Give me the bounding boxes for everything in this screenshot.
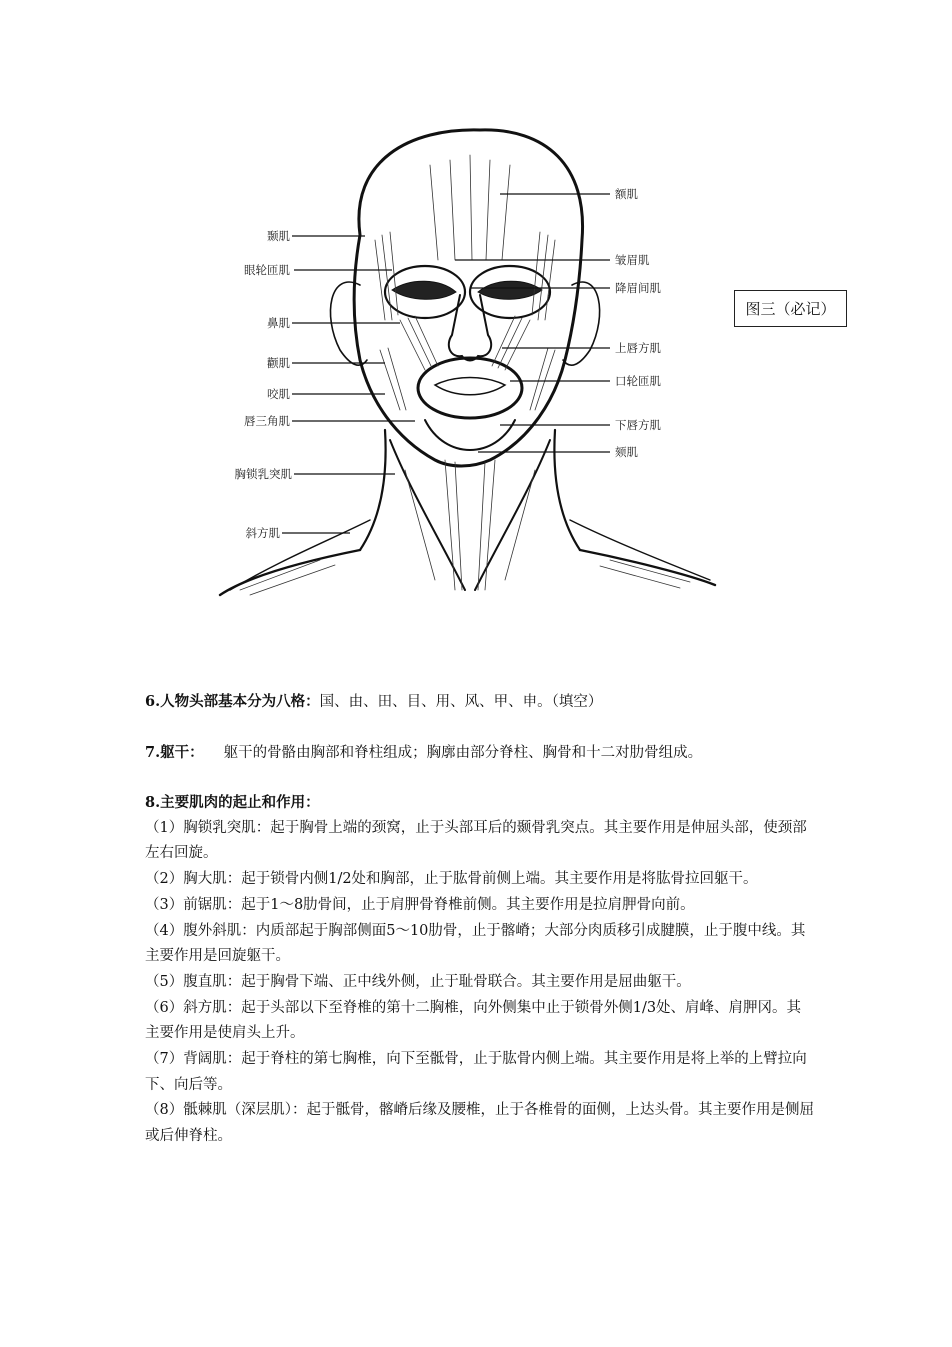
sternocleidomastoid-left <box>390 440 465 590</box>
trapezius-right <box>570 520 710 580</box>
label-temporalis: 颞肌 <box>267 229 290 243</box>
section-6 <box>145 689 815 715</box>
right-ear <box>563 282 600 365</box>
muscle-item: （7）背阔肌：起于脊柱的第七胸椎，向下至骶骨，止于肱骨内侧上端。其主要作用是将上举的上臂拉向下、向后等。 <box>145 1051 807 1093</box>
shoulder-left <box>220 550 360 595</box>
figure-caption: 图三（必记） <box>734 290 847 327</box>
label-orbicularis-oris: 口轮匝肌 <box>615 374 661 388</box>
muscle-item: （4）腹外斜肌：内质部起于胸部侧面5～10肋骨，止于髂嵴；大部分肉质移引成腱膜，止于腹中线。其主要作用是回旋躯干。 <box>145 922 806 965</box>
muscle-item: （1）胸锁乳突肌：起于胸骨上端的颈窝，止于头部耳后的颞骨乳突点。其主要作用是伸屈头部，使颈部左右回旋。 <box>145 819 807 862</box>
left-ear <box>330 282 367 365</box>
neck-left <box>360 430 386 550</box>
label-trapezius: 斜方肌 <box>245 526 280 540</box>
section-6-heading: 6.人物头部基本分为八格： <box>145 693 320 710</box>
section-7-heading: 7.躯干： <box>145 744 204 761</box>
muscle-item: （3）前锯肌：起于1～8肋骨间，止于肩胛骨脊椎前侧。其主要作用是拉肩胛骨向前。 <box>145 896 695 913</box>
label-depressor-anguli: 唇三角肌 <box>244 414 290 428</box>
label-masseter: 咬肌 <box>267 387 290 401</box>
label-zygomaticus: 颧肌 <box>267 356 290 370</box>
lips <box>435 378 505 395</box>
label-frontalis: 额肌 <box>615 187 638 201</box>
muscle-item: （5）腹直肌：起于胸骨下端、正中线外侧，止于耻骨联合。其主要作用是屈曲躯干。 <box>145 973 691 990</box>
label-corrugator: 皱眉肌 <box>615 253 650 267</box>
label-procerus: 降眉间肌 <box>615 281 661 295</box>
label-mentalis: 颏肌 <box>615 445 638 459</box>
label-nasalis: 鼻肌 <box>267 316 290 330</box>
label-orbicularis-oculi: 眼轮匝肌 <box>244 263 290 277</box>
section-8 <box>145 790 815 1150</box>
muscle-item: （6）斜方肌：起于头部以下至脊椎的第十二胸椎，向外侧集中止于锁骨外侧1/3处、肩峰、肩胛冈。其主要作用是使肩头上升。 <box>145 999 802 1042</box>
label-sternocleidomastoid: 胸锁乳突肌 <box>234 467 292 481</box>
section-6-body: 国、由、田、目、用、风、甲、申。（填空） <box>319 694 603 710</box>
right-eyelid <box>478 281 542 299</box>
section-8-heading: 8.主要肌肉的起止和作用： <box>145 794 320 811</box>
section-7-body: 躯干的骨骼由胸部和脊柱组成；胸廓由部分脊柱、胸骨和十二对肋骨组成。 <box>223 745 703 761</box>
label-depressor-labii: 下唇方肌 <box>615 418 661 432</box>
nose <box>449 295 491 361</box>
muscle-item: （2）胸大肌：起于锁骨内侧1/2处和胸部，止于肱骨前侧上端。其主要作用是将肱骨拉回躯干。 <box>145 871 758 888</box>
neck-right <box>554 430 580 550</box>
left-eyelid <box>392 281 456 299</box>
anatomy-figure <box>210 120 730 605</box>
head-muscle-illustration <box>210 120 730 605</box>
label-levator-labii: 上唇方肌 <box>615 341 661 355</box>
section-7 <box>145 740 815 766</box>
muscle-item: （8）骶棘肌（深层肌）：起于骶骨，髂嵴后缘及腰椎，止于各椎骨的面侧，上达头骨。其主要作用是侧屈或后伸脊柱。 <box>145 1102 814 1145</box>
